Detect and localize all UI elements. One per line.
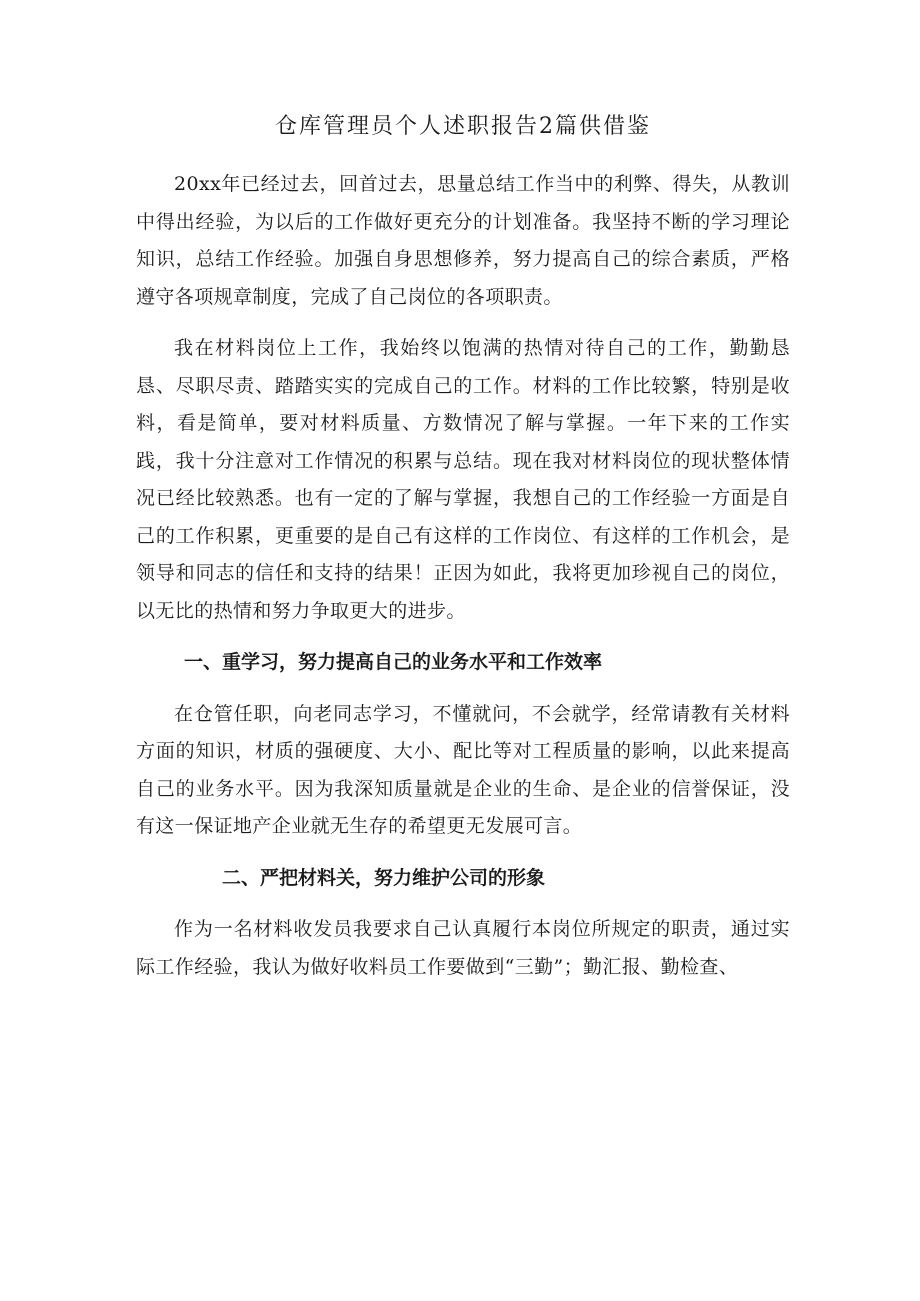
section-heading-2: 二、严把材料关，努力维护公司的形象 xyxy=(222,866,546,889)
document-page xyxy=(136,112,790,1000)
section-body-1: 在仓管任职，向老同志学习，不懂就问，不会就学，经常请教有关材料方面的知识，材质的强硬度、大小、配比等对工程质量的影响，以此来提高自己的业务水平。因为我深知质量就是企业的生命、是企业的信誉保证，没有这一保证地产企业就无生存的希望更无发展可言。 xyxy=(136,702,790,837)
section-heading-1: 一、重学习，努力提高自己的业务水平和工作效率 xyxy=(184,651,603,673)
paragraph-intro: 20xx年已经过去，回首过去，思量总结工作当中的利弊、得失，从教训中得出经验，为以后的工作做好更充分的计划准备。我坚持不断的学习理论知识，总结工作经验。加强自身思想修养，努力提高自己的综合素质，严格遵守各项规章制度，完成了自己岗位的各项职责。 xyxy=(136,173,790,308)
section-body-2: 作为一名材料收发员我要求自己认真履行本岗位所规定的职责，通过实际工作经验，我认为做好收料员工作要做到“三勤”；勤汇报、勤检查、 xyxy=(136,918,790,978)
document-title: 仓库管理员个人述职报告2篇供借鉴 xyxy=(275,114,651,139)
paragraph-work: 我在材料岗位上工作，我始终以饱满的热情对待自己的工作，勤勤恳恳、尽职尽责、踏踏实实的完成自己的工作。材料的工作比较繁，特别是收料，看是简单，要对材料质量、方数情况了解与掌握。一年下来的工作实践，我十分注意对工作情况的积累与总结。现在我对材料岗位的现状整体情况已经比较熟悉。也有一定的了解与掌握，我想自己的工作经验一方面是自己的工作积累，更重要的是自己有这样的工作岗位、有这样的工作机会，是领导和同志的信任和支持的结果！正因为如此，我将更加珍视自己的岗位，以无比的热情和努力争取更大的进步。 xyxy=(136,337,790,622)
